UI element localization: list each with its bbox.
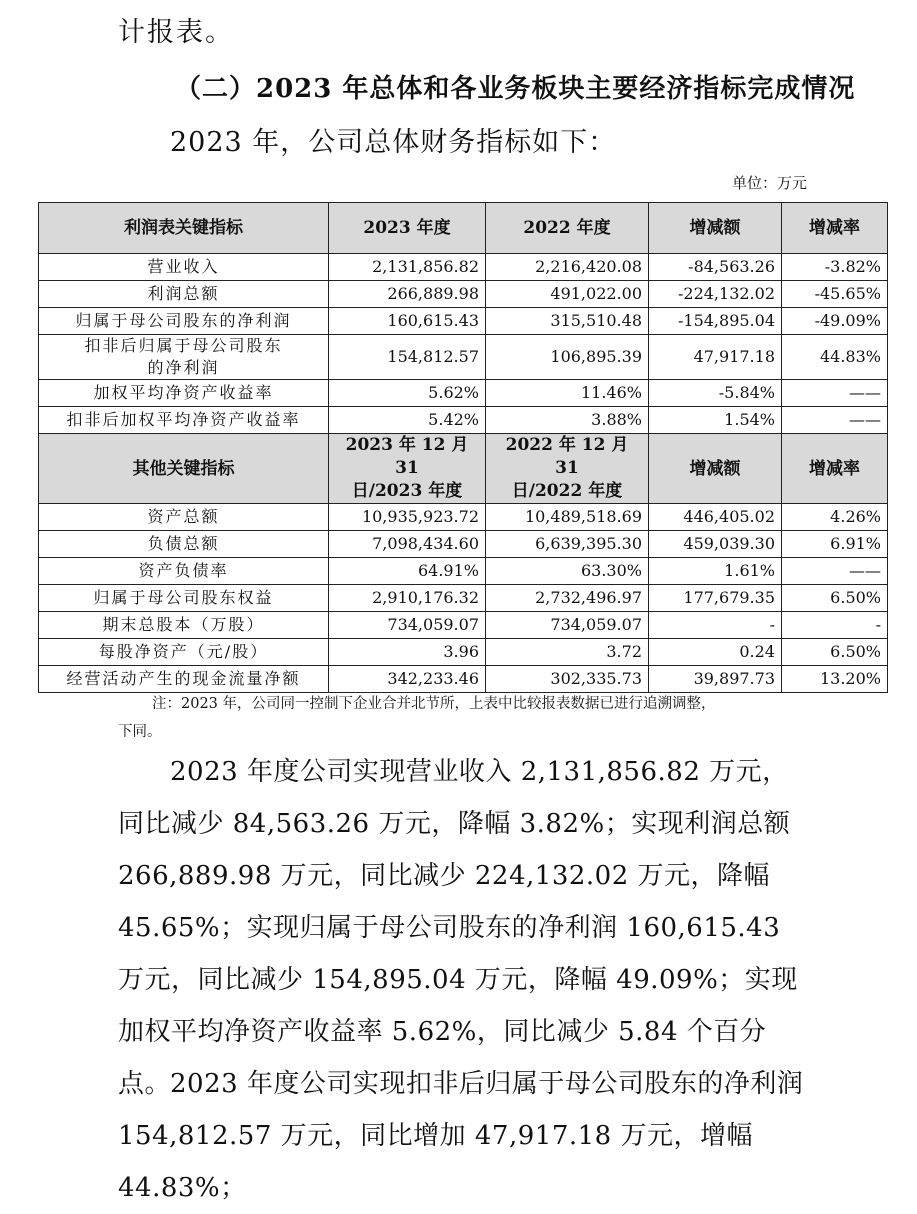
value-2022: 63.30% xyxy=(486,558,649,585)
value-2022: 10,489,518.69 xyxy=(486,504,649,531)
header-2022-line2: 日/2022 年度 xyxy=(511,481,623,501)
table-row xyxy=(39,585,888,612)
value-2022: 11.46% xyxy=(486,380,649,407)
row-name: 每股净资产（元/股） xyxy=(39,639,329,666)
table-row xyxy=(39,407,888,434)
change-rate: -45.65% xyxy=(782,281,888,308)
row-name: 期末总股本（万股） xyxy=(39,612,329,639)
row-name: 资产负债率 xyxy=(39,558,329,585)
change-amount: -224,132.02 xyxy=(649,281,782,308)
change-amount: 39,897.73 xyxy=(649,666,782,693)
change-amount: 459,039.30 xyxy=(649,531,782,558)
change-amount: 1.54% xyxy=(649,407,782,434)
header-2023-line2: 日/2023 年度 xyxy=(351,481,463,501)
change-rate: - xyxy=(782,612,888,639)
table-note xyxy=(118,690,818,746)
summary-paragraph-1: 2023 年度公司实现营业收入 2,131,856.82 万元，同比减少 84,563.26 万元，降幅 3.82%；实现利润总额 266,889.98 万元，同比减少 224,132.02 万元，降幅 45.65%；实现归属于母公司股东的净利润 160,615.43 万元，同比减少 154,895.04 万元，降幅 49.09%；实现加权平均净资产收益率 5.62%，同比减少 5.84 个百分点。 xyxy=(118,757,798,1099)
change-amount: 1.61% xyxy=(649,558,782,585)
header-2022-end xyxy=(486,434,649,504)
summary-paragraph-2: 2023 年度公司实现扣非后归属于母公司股东的净利润 154,812.57 万元，同比增加 47,917.18 万元，增幅 44.83%； xyxy=(118,1069,804,1203)
row-name: 营业收入 xyxy=(39,254,329,281)
header-2023-end xyxy=(329,434,486,504)
table1-header-row xyxy=(39,203,888,254)
table-row xyxy=(39,612,888,639)
row-name: 归属于母公司股东的净利润 xyxy=(39,308,329,335)
table-row xyxy=(39,281,888,308)
intro-text: 2023 年，公司总体财务指标如下： xyxy=(170,127,617,158)
table-row xyxy=(39,335,888,380)
value-2023: 5.62% xyxy=(329,380,486,407)
previous-paragraph-fragment: 计报表。 xyxy=(118,17,234,48)
change-rate: —— xyxy=(782,407,888,434)
change-amount: 177,679.35 xyxy=(649,585,782,612)
value-2022: 2,732,496.97 xyxy=(486,585,649,612)
row-name: 资产总额 xyxy=(39,504,329,531)
value-2023: 266,889.98 xyxy=(329,281,486,308)
value-2022: 6,639,395.30 xyxy=(486,531,649,558)
change-amount: -84,563.26 xyxy=(649,254,782,281)
row-name xyxy=(39,335,329,380)
change-rate: 13.20% xyxy=(782,666,888,693)
table-row xyxy=(39,380,888,407)
change-rate: 4.26% xyxy=(782,504,888,531)
row-name: 归属于母公司股东权益 xyxy=(39,585,329,612)
table-row xyxy=(39,666,888,693)
header-change-rate: 增减率 xyxy=(782,434,888,504)
row-name: 利润总额 xyxy=(39,281,329,308)
change-rate: -49.09% xyxy=(782,308,888,335)
value-2023: 7,098,434.60 xyxy=(329,531,486,558)
header-2023-line1: 2023 年 12 月 31 xyxy=(345,435,469,478)
row-name-line1: 扣非后归属于母公司股东 xyxy=(84,336,283,355)
header-2022: 2022 年度 xyxy=(486,203,649,254)
header-change-amount: 增减额 xyxy=(649,203,782,254)
section-heading: （二）2023 年总体和各业务板块主要经济指标完成情况 xyxy=(175,74,856,104)
note-line2: 下同。 xyxy=(118,724,162,740)
value-2023: 64.91% xyxy=(329,558,486,585)
row-name: 扣非后加权平均净资产收益率 xyxy=(39,407,329,434)
value-2023: 734,059.07 xyxy=(329,612,486,639)
value-2023: 342,233.46 xyxy=(329,666,486,693)
header-2022-line1: 2022 年 12 月 31 xyxy=(505,435,629,478)
value-2022: 3.72 xyxy=(486,639,649,666)
value-2022: 491,022.00 xyxy=(486,281,649,308)
change-amount: -154,895.04 xyxy=(649,308,782,335)
change-rate: —— xyxy=(782,558,888,585)
header-profit-indicator: 利润表关键指标 xyxy=(39,203,329,254)
value-2022: 3.88% xyxy=(486,407,649,434)
change-rate: 6.50% xyxy=(782,585,888,612)
value-2023: 2,131,856.82 xyxy=(329,254,486,281)
row-name: 加权平均净资产收益率 xyxy=(39,380,329,407)
header-change-rate: 增减率 xyxy=(782,203,888,254)
unit-label: 单位：万元 xyxy=(731,174,807,192)
row-name: 经营活动产生的现金流量净额 xyxy=(39,666,329,693)
value-2022: 302,335.73 xyxy=(486,666,649,693)
header-2023: 2023 年度 xyxy=(329,203,486,254)
table-row xyxy=(39,254,888,281)
value-2022: 106,895.39 xyxy=(486,335,649,380)
financial-indicators-table xyxy=(38,202,888,693)
value-2023: 154,812.57 xyxy=(329,335,486,380)
change-rate: 6.91% xyxy=(782,531,888,558)
change-amount: - xyxy=(649,612,782,639)
value-2023: 2,910,176.32 xyxy=(329,585,486,612)
value-2022: 2,216,420.08 xyxy=(486,254,649,281)
change-rate: —— xyxy=(782,380,888,407)
row-name-line2: 的净利润 xyxy=(147,358,220,377)
change-amount: 0.24 xyxy=(649,639,782,666)
change-amount: 47,917.18 xyxy=(649,335,782,380)
change-amount: -5.84% xyxy=(649,380,782,407)
table-row xyxy=(39,531,888,558)
table-row xyxy=(39,504,888,531)
value-2023: 10,935,923.72 xyxy=(329,504,486,531)
table2-header-row xyxy=(39,434,888,504)
value-2022: 315,510.48 xyxy=(486,308,649,335)
header-other-indicator: 其他关键指标 xyxy=(39,434,329,504)
row-name: 负债总额 xyxy=(39,531,329,558)
header-change-amount: 增减额 xyxy=(649,434,782,504)
table-row xyxy=(39,558,888,585)
table-row xyxy=(39,639,888,666)
change-rate: 44.83% xyxy=(782,335,888,380)
change-rate: 6.50% xyxy=(782,639,888,666)
table-row xyxy=(39,308,888,335)
value-2023: 3.96 xyxy=(329,639,486,666)
value-2023: 160,615.43 xyxy=(329,308,486,335)
note-line1: 注：2023 年，公司同一控制下企业合并北节所，上表中比较报表数据已进行追溯调整， xyxy=(152,696,716,712)
value-2022: 734,059.07 xyxy=(486,612,649,639)
change-amount: 446,405.02 xyxy=(649,504,782,531)
value-2023: 5.42% xyxy=(329,407,486,434)
change-rate: -3.82% xyxy=(782,254,888,281)
